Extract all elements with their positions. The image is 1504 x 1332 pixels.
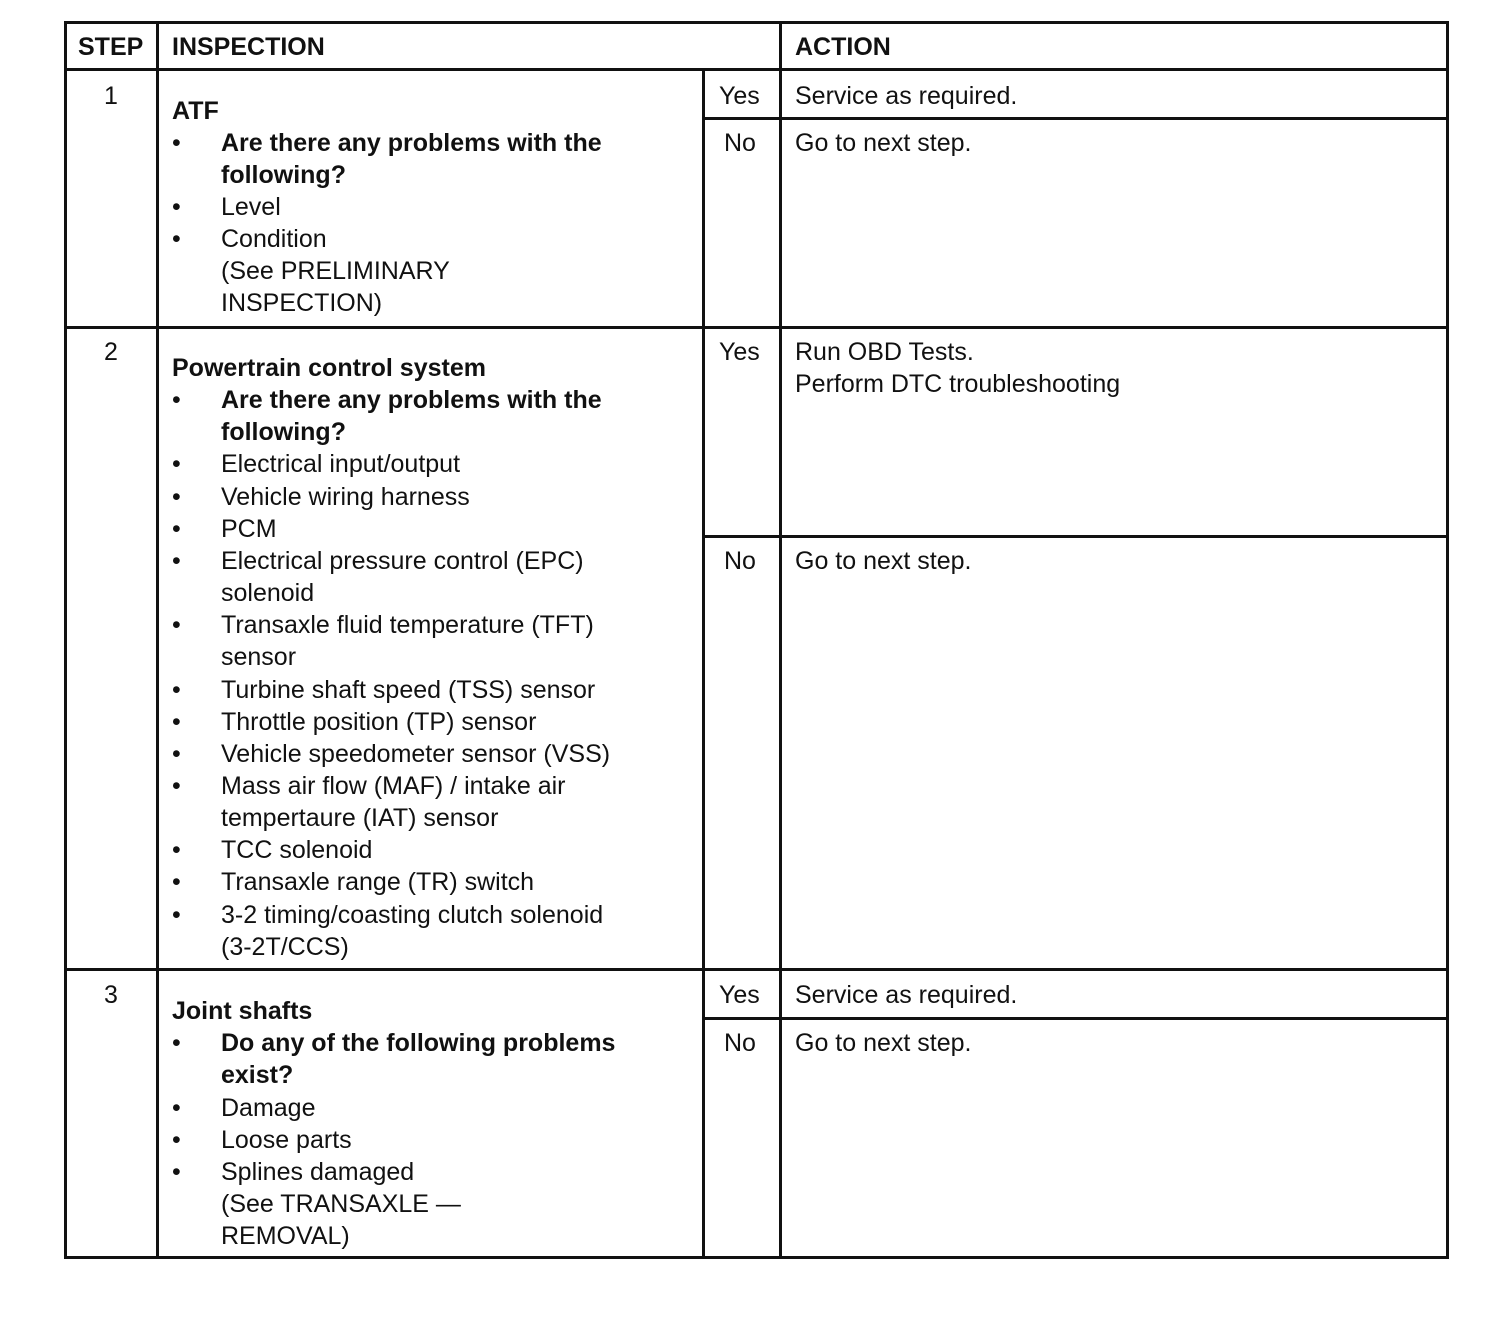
row1-yes-divider xyxy=(702,117,1449,120)
bullet-icon: • xyxy=(172,547,181,575)
inspection-item: (3-2T/CCS) xyxy=(221,933,349,961)
inspection-item: Vehicle speedometer sensor (VSS) xyxy=(221,740,611,768)
header-inspection: INSPECTION xyxy=(172,33,325,61)
inspection-note: (See PRELIMINARY xyxy=(221,257,450,285)
inspection-question: exist? xyxy=(221,1061,294,1089)
bullet-icon: • xyxy=(172,676,181,704)
yes-action: Service as required. xyxy=(795,82,1018,110)
no-label: No xyxy=(724,1029,756,1057)
yes-action: Run OBD Tests. xyxy=(795,338,974,366)
inspection-note: REMOVAL) xyxy=(221,1222,350,1250)
inspection-item: tempertaure (IAT) sensor xyxy=(221,804,499,832)
no-action: Go to next step. xyxy=(795,1029,972,1057)
bullet-icon: • xyxy=(172,868,181,896)
bullet-icon: • xyxy=(172,708,181,736)
no-action: Go to next step. xyxy=(795,547,972,575)
bullet-icon: • xyxy=(172,483,181,511)
bullet-icon: • xyxy=(172,193,181,221)
step-number: 2 xyxy=(104,338,118,366)
inspection-note: INSPECTION) xyxy=(221,289,383,317)
inspection-item: solenoid xyxy=(221,579,315,607)
bullet-icon: • xyxy=(172,1158,181,1186)
inspection-item: Mass air flow (MAF) / intake air xyxy=(221,772,566,800)
inspection-item: Condition xyxy=(221,225,327,253)
bullet-icon: • xyxy=(172,450,181,478)
inspection-item: Transaxle fluid temperature (TFT) xyxy=(221,611,594,639)
inspection-item: Damage xyxy=(221,1094,316,1122)
inspection-item: Electrical pressure control (EPC) xyxy=(221,547,584,575)
col-divider-action xyxy=(779,21,782,1259)
col-divider-yesno xyxy=(702,70,705,1259)
header-action: ACTION xyxy=(795,33,891,61)
row3-yes-divider xyxy=(702,1017,1449,1020)
inspection-item: TCC solenoid xyxy=(221,836,373,864)
inspection-item: Vehicle wiring harness xyxy=(221,483,470,511)
no-action: Go to next step. xyxy=(795,129,972,157)
inspection-question: following? xyxy=(221,418,346,446)
col-divider-step xyxy=(156,21,159,1259)
row2-yes-divider xyxy=(702,535,1449,538)
bullet-icon: • xyxy=(172,611,181,639)
inspection-item: Electrical input/output xyxy=(221,450,461,478)
bullet-icon: • xyxy=(172,1094,181,1122)
inspection-item: Transaxle range (TR) switch xyxy=(221,868,535,896)
inspection-item: PCM xyxy=(221,515,277,543)
inspection-item: sensor xyxy=(221,643,297,671)
yes-label: Yes xyxy=(719,338,760,366)
inspection-title: Powertrain control system xyxy=(172,354,486,382)
bullet-icon: • xyxy=(172,129,181,157)
bullet-icon: • xyxy=(172,386,181,414)
bullet-icon: • xyxy=(172,836,181,864)
inspection-question: following? xyxy=(221,161,346,189)
inspection-question: Are there any problems with the xyxy=(221,386,602,414)
inspection-title: ATF xyxy=(172,97,219,125)
no-label: No xyxy=(724,547,756,575)
inspection-question: Do any of the following problems xyxy=(221,1029,616,1057)
inspection-item: Level xyxy=(221,193,281,221)
header-divider xyxy=(64,68,1449,71)
row2-bottom-divider xyxy=(64,968,1449,971)
yes-label: Yes xyxy=(719,981,760,1009)
bullet-icon: • xyxy=(172,740,181,768)
bullet-icon: • xyxy=(172,225,181,253)
inspection-item: Turbine shaft speed (TSS) sensor xyxy=(221,676,596,704)
yes-action: Service as required. xyxy=(795,981,1018,1009)
inspection-item: Splines damaged xyxy=(221,1158,415,1186)
inspection-note: (See TRANSAXLE — xyxy=(221,1190,461,1218)
yes-action: Perform DTC troubleshooting xyxy=(795,370,1121,398)
bullet-icon: • xyxy=(172,1029,181,1057)
bullet-icon: • xyxy=(172,772,181,800)
no-label: No xyxy=(724,129,756,157)
bullet-icon: • xyxy=(172,1126,181,1154)
step-number: 3 xyxy=(104,981,118,1009)
inspection-question: Are there any problems with the xyxy=(221,129,602,157)
bullet-icon: • xyxy=(172,515,181,543)
inspection-item: 3-2 timing/coasting clutch solenoid xyxy=(221,901,604,929)
bullet-icon: • xyxy=(172,901,181,929)
yes-label: Yes xyxy=(719,82,760,110)
step-number: 1 xyxy=(104,82,118,110)
inspection-item: Throttle position (TP) sensor xyxy=(221,708,537,736)
header-step: STEP xyxy=(78,33,144,61)
inspection-item: Loose parts xyxy=(221,1126,352,1154)
row1-bottom-divider xyxy=(64,326,1449,329)
inspection-title: Joint shafts xyxy=(172,997,313,1025)
